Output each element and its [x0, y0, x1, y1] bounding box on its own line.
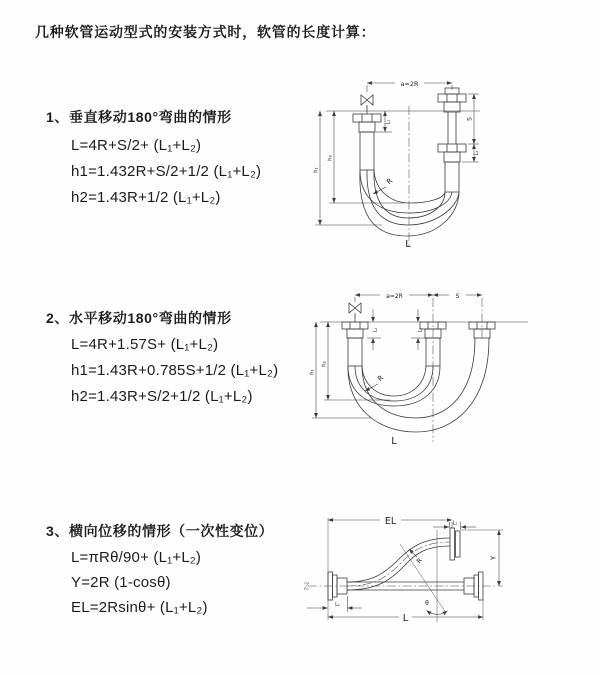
dim-label-l1: L₁	[372, 327, 379, 333]
section-2-formulas	[71, 332, 278, 410]
formula-line: EL=2Rsinθ+ (L₁+L₂)	[71, 599, 208, 616]
dim-label-r: R	[414, 556, 424, 566]
dim-label-l2: L₂	[417, 327, 424, 333]
pipe-assembly-left	[342, 322, 368, 366]
pipe-assembly-middle	[417, 322, 446, 366]
dim-label-theta: θ	[425, 600, 429, 607]
dim-label-r: R	[385, 176, 395, 187]
dimension-lines	[310, 293, 529, 418]
dim-label-h1: h₁	[313, 167, 320, 173]
dim-label-l-total: L	[391, 436, 397, 447]
section-2-heading: 2、水平移动180°弯曲的情形	[46, 310, 232, 326]
dimension-lines	[307, 516, 503, 624]
formula-line: Y=2R (1-cosθ)	[71, 574, 171, 591]
dim-label-y: Y	[489, 555, 498, 561]
formula-line: L=πRθ/90+ (L₁+L₂)	[71, 549, 202, 566]
dim-label-h1: h₁	[309, 369, 316, 375]
diagram-lateral-displacement	[300, 500, 600, 650]
hose-bends	[360, 170, 459, 236]
page-title: 几种软管运动型式的安装方式时，软管的长度计算：	[35, 24, 376, 40]
diagram-horizontal-180-bend	[310, 282, 600, 452]
formula-line: L=4R+S/2+ (L₁+L₂)	[71, 137, 202, 154]
dim-label-el: EL	[384, 515, 397, 527]
dim-label-l1: L₁	[335, 602, 340, 608]
dim-label-l-total: L	[402, 613, 409, 624]
formula-line: h2=1.43R+1/2 (L₁+L₂)	[71, 189, 221, 206]
section-1-heading: 1、垂直移动180°弯曲的情形	[46, 109, 232, 125]
formula-line: L=4R+1.57S+ (L₁+L₂)	[71, 336, 219, 353]
dim-label-r: R	[376, 373, 386, 384]
dim-label-a2r: a=2R	[400, 79, 419, 88]
radius-callout	[365, 374, 385, 391]
pipe-assembly-right	[438, 88, 466, 192]
formula-line: h2=1.43R+S/2+1/2 (L₁+L₂)	[71, 388, 253, 405]
section-3-heading: 3、横向位移的情形（一次性变位）	[46, 523, 274, 539]
angle-construction	[400, 530, 448, 622]
formula-line: h1=1.432R+S/2+1/2 (L₁+L₂)	[71, 163, 262, 180]
hose-displaced-position	[347, 528, 460, 590]
section-3-formulas	[71, 545, 208, 620]
dim-label-s: S	[466, 117, 474, 121]
diagram-vertical-180-bend	[312, 70, 597, 260]
dim-label-a2r: a=2R	[386, 292, 403, 300]
dim-label-h2: h₂	[321, 361, 328, 367]
dim-label-h2: h₂	[327, 155, 334, 161]
dim-label-l1: L₁	[385, 119, 392, 125]
pipe-assembly-left	[353, 114, 381, 170]
dim-label-s: S	[455, 292, 460, 300]
valve-icon	[349, 303, 361, 322]
dim-label-l2: L₂	[452, 520, 458, 527]
dim-label-l-total: L	[405, 239, 411, 250]
section-1-formulas	[71, 133, 261, 211]
formula-line: h1=1.43R+0.785S+1/2 (L₁+L₂)	[71, 362, 279, 379]
dim-label-l2: L₂	[474, 150, 480, 156]
